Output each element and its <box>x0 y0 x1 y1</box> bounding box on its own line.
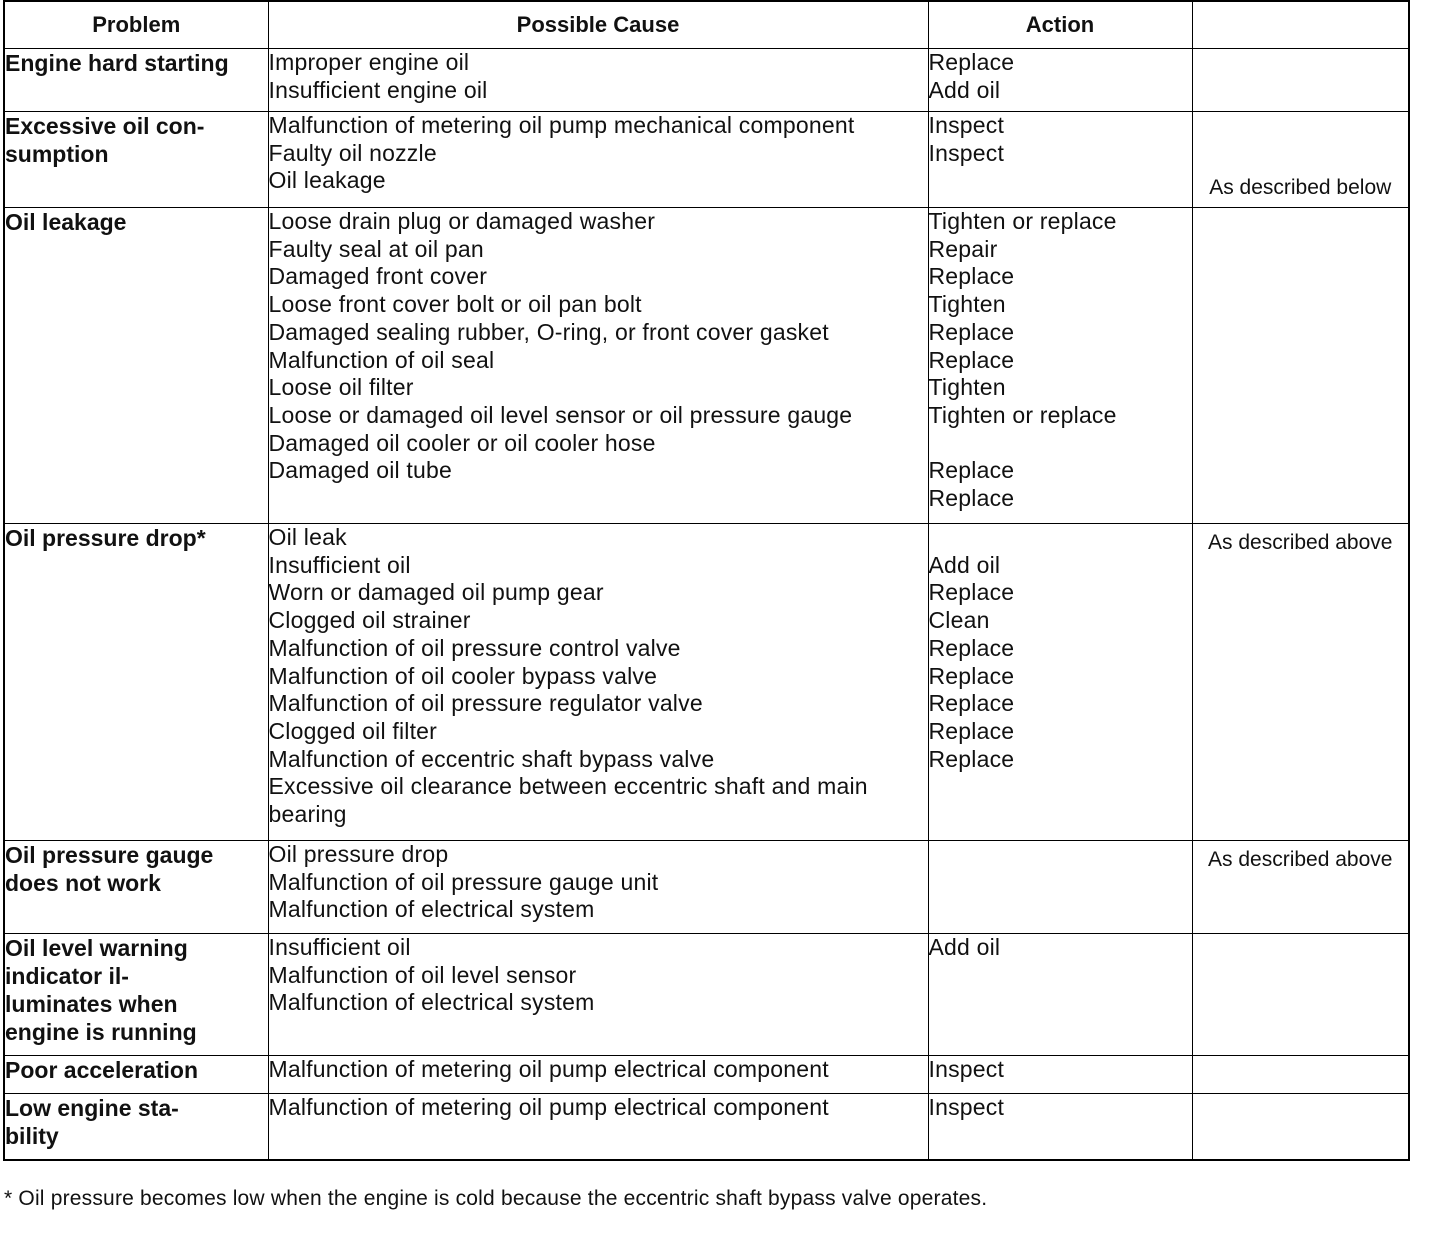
note-cell <box>1192 208 1409 524</box>
note-text: As described above <box>1208 531 1393 554</box>
action-item: Replace <box>928 346 1015 373</box>
header-possible-cause: Possible Cause <box>268 1 928 49</box>
header-action: Action <box>928 1 1192 49</box>
cause-item: Malfunction of oil pressure gauge unit <box>268 868 659 895</box>
action-item <box>929 430 1192 458</box>
cause-cell <box>268 112 928 208</box>
action-cell <box>928 841 1192 934</box>
cause-item: Loose or damaged oil level sensor or oil pressure gauge <box>268 401 853 428</box>
action-item: Replace <box>928 263 1015 290</box>
action-item <box>929 524 1192 552</box>
cause-item: Malfunction of oil seal <box>268 346 495 373</box>
cause-cell <box>268 524 928 841</box>
action-cell <box>928 1094 1192 1160</box>
action-cell <box>928 934 1192 1056</box>
table-row <box>4 524 1409 841</box>
cause-item: Loose oil filter <box>268 374 414 401</box>
action-cell <box>928 1056 1192 1094</box>
table-row <box>4 49 1409 112</box>
action-item: Add oil <box>928 551 1001 578</box>
cause-cell <box>268 1056 928 1094</box>
action-item: Inspect <box>928 139 1005 166</box>
cause-item: Malfunction of electrical system <box>268 989 595 1016</box>
action-item: Replace <box>928 457 1015 484</box>
action-item: Add oil <box>928 76 1001 103</box>
cause-item: Oil leakage <box>268 167 386 194</box>
problem-cell <box>4 1094 268 1160</box>
action-item: Tighten <box>928 291 1006 318</box>
cause-item: Excessive oil clearance between eccentric shaft and main bearing <box>268 773 868 828</box>
problem-cell <box>4 934 268 1056</box>
cause-item: Malfunction of oil level sensor <box>268 961 577 988</box>
problem-text: Low engine sta-bility <box>5 1095 179 1149</box>
header-note <box>1192 1 1409 49</box>
cause-item: Loose front cover bolt or oil pan bolt <box>268 291 642 318</box>
cause-item: Worn or damaged oil pump gear <box>268 579 604 606</box>
action-cell <box>928 524 1192 841</box>
cause-item: Malfunction of metering oil pump mechanical component <box>268 112 855 138</box>
cause-item: Malfunction of oil pressure control valve <box>268 634 681 661</box>
cause-item: Damaged front cover <box>268 263 488 290</box>
cause-item: Damaged oil tube <box>268 457 452 484</box>
note-cell <box>1192 934 1409 1056</box>
troubleshooting-table <box>3 0 1410 1161</box>
cause-item: Clogged oil strainer <box>268 607 471 634</box>
cause-item: Insufficient oil <box>268 934 411 960</box>
cause-item: Loose drain plug or damaged washer <box>268 208 656 234</box>
cause-item: Malfunction of metering oil pump electrical component <box>268 1056 829 1082</box>
action-cell <box>928 49 1192 112</box>
table-row <box>4 934 1409 1056</box>
cause-item: Malfunction of oil pressure regulator valve <box>268 690 703 717</box>
problem-text: Oil pressure drop* <box>5 525 206 551</box>
cause-item: Clogged oil filter <box>268 717 438 744</box>
problem-cell <box>4 112 268 208</box>
problem-cell <box>4 841 268 934</box>
problem-text: Oil level warning indicator il-luminates when engine is running <box>5 935 197 1045</box>
cause-item: Insufficient engine oil <box>268 76 488 103</box>
action-item: Tighten or replace <box>928 401 1117 428</box>
cause-item: Improper engine oil <box>268 49 470 75</box>
action-item: Inspect <box>928 1056 1005 1082</box>
action-item: Replace <box>928 717 1015 744</box>
note-cell <box>1192 112 1409 208</box>
action-item: Inspect <box>928 1094 1005 1120</box>
note-cell <box>1192 841 1409 934</box>
note-cell <box>1192 524 1409 841</box>
action-cell <box>928 208 1192 524</box>
action-item: Add oil <box>928 934 1001 960</box>
action-cell <box>928 112 1192 208</box>
problem-text: Engine hard starting <box>5 50 229 76</box>
cause-item: Faulty oil nozzle <box>268 139 437 166</box>
action-item: Tighten or replace <box>928 208 1117 234</box>
action-item: Replace <box>928 485 1015 512</box>
table-row <box>4 1094 1409 1160</box>
header-problem: Problem <box>4 1 268 49</box>
problem-text: Poor acceleration <box>5 1057 199 1083</box>
action-item: Clean <box>928 607 990 634</box>
cause-item: Malfunction of oil cooler bypass valve <box>268 662 658 689</box>
action-item: Replace <box>928 745 1015 772</box>
action-item: Replace <box>928 49 1015 75</box>
table-row <box>4 841 1409 934</box>
cause-item: Insufficient oil <box>268 551 411 578</box>
header-row <box>4 1 1409 49</box>
footnote: * Oil pressure becomes low when the engine is cold because the eccentric shaft bypass valve operates. <box>4 1187 988 1210</box>
cause-item: Damaged oil cooler or oil cooler hose <box>268 429 656 456</box>
problem-text: Excessive oil con-sumption <box>5 113 205 167</box>
table-row <box>4 112 1409 208</box>
cause-item: Malfunction of eccentric shaft bypass valve <box>268 745 715 772</box>
action-item: Inspect <box>928 112 1005 138</box>
problem-cell <box>4 524 268 841</box>
action-item: Tighten <box>928 374 1006 401</box>
note-cell <box>1192 49 1409 112</box>
cause-item: Faulty seal at oil pan <box>268 235 484 262</box>
cause-cell <box>268 208 928 524</box>
action-item: Replace <box>928 579 1015 606</box>
note-text: As described above <box>1208 848 1393 871</box>
action-item: Repair <box>928 235 998 262</box>
action-item: Replace <box>928 662 1015 689</box>
cause-cell <box>268 49 928 112</box>
cause-cell <box>268 934 928 1056</box>
cause-item: Malfunction of electrical system <box>268 896 595 923</box>
cause-item: Malfunction of metering oil pump electrical component <box>268 1094 829 1120</box>
note-cell <box>1192 1056 1409 1094</box>
table-row <box>4 1056 1409 1094</box>
cause-cell <box>268 1094 928 1160</box>
table-row <box>4 208 1409 524</box>
cause-item: Oil leak <box>268 524 347 550</box>
problem-text: Oil pressure gauge does not work <box>5 842 214 896</box>
problem-cell <box>4 49 268 112</box>
note-text: As described below <box>1209 176 1392 199</box>
cause-item: Oil pressure drop <box>268 841 449 867</box>
cause-item: Damaged sealing rubber, O-ring, or front cover gasket <box>268 318 829 345</box>
cause-cell <box>268 841 928 934</box>
problem-text: Oil leakage <box>5 209 127 235</box>
note-cell <box>1192 1094 1409 1160</box>
problem-cell <box>4 208 268 524</box>
action-item <box>929 167 1192 195</box>
action-item: Replace <box>928 634 1015 661</box>
problem-cell <box>4 1056 268 1094</box>
action-item: Replace <box>928 690 1015 717</box>
action-item: Replace <box>928 318 1015 345</box>
